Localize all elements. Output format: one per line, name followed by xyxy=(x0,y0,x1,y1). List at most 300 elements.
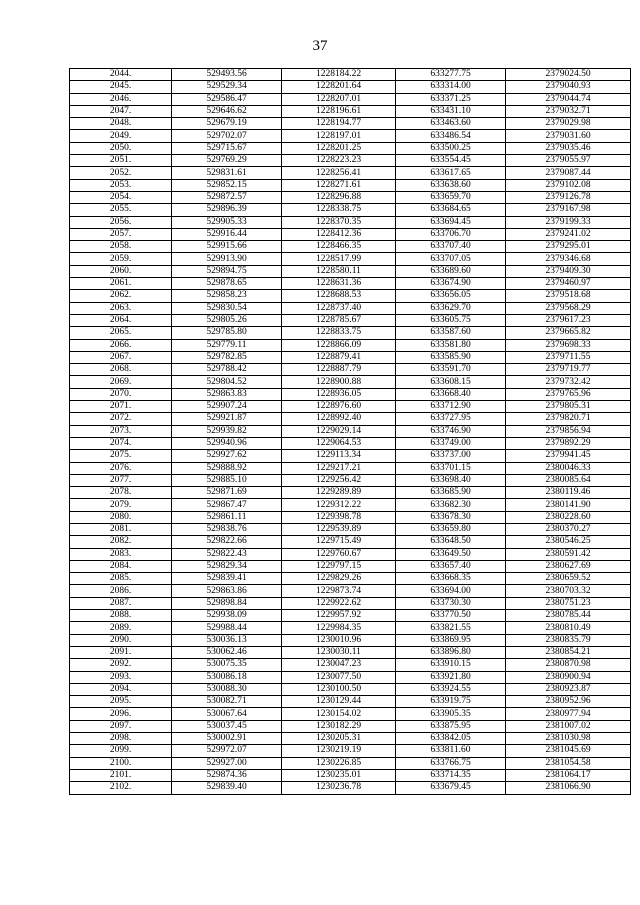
x1-cell: 529804.52 xyxy=(172,376,282,388)
y1-cell: 1229797.15 xyxy=(282,560,396,572)
y2-cell: 2379820.71 xyxy=(506,413,631,425)
y1-cell: 1228900.88 xyxy=(282,376,396,388)
point-number-cell: 2096. xyxy=(70,708,172,720)
y2-cell: 2380085.64 xyxy=(506,474,631,486)
point-number-cell: 2051. xyxy=(70,155,172,167)
y1-cell: 1228412.36 xyxy=(282,228,396,240)
x2-cell: 633730.30 xyxy=(396,597,506,609)
point-number-cell: 2094. xyxy=(70,683,172,695)
table-row xyxy=(70,314,631,326)
x1-cell: 529894.75 xyxy=(172,265,282,277)
y1-cell: 1229029.14 xyxy=(282,425,396,437)
x2-cell: 633656.05 xyxy=(396,290,506,302)
x1-cell: 529822.66 xyxy=(172,536,282,548)
point-number-cell: 2084. xyxy=(70,560,172,572)
x1-cell: 529898.84 xyxy=(172,597,282,609)
table-row xyxy=(70,413,631,425)
y1-cell: 1229539.89 xyxy=(282,523,396,535)
y2-cell: 2379665.82 xyxy=(506,327,631,339)
x2-cell: 633707.40 xyxy=(396,241,506,253)
y1-cell: 1229760.67 xyxy=(282,548,396,560)
table-row xyxy=(70,745,631,757)
table-row xyxy=(70,191,631,203)
x2-cell: 633714.35 xyxy=(396,769,506,781)
table-row xyxy=(70,216,631,228)
x2-cell: 633668.40 xyxy=(396,388,506,400)
x2-cell: 633554.45 xyxy=(396,155,506,167)
y1-cell: 1229829.26 xyxy=(282,573,396,585)
y2-cell: 2381007.02 xyxy=(506,720,631,732)
y2-cell: 2379617.23 xyxy=(506,314,631,326)
x1-cell: 529586.47 xyxy=(172,93,282,105)
table-row xyxy=(70,179,631,191)
x1-cell: 529493.56 xyxy=(172,69,282,81)
x1-cell: 529839.41 xyxy=(172,573,282,585)
point-number-cell: 2061. xyxy=(70,278,172,290)
x1-cell: 529916.44 xyxy=(172,228,282,240)
x2-cell: 633463.60 xyxy=(396,118,506,130)
y2-cell: 2380703.32 xyxy=(506,585,631,597)
table-row xyxy=(70,696,631,708)
x2-cell: 633585.90 xyxy=(396,351,506,363)
y1-cell: 1228631.36 xyxy=(282,278,396,290)
x2-cell: 633684.65 xyxy=(396,204,506,216)
y1-cell: 1229064.53 xyxy=(282,437,396,449)
x2-cell: 633919.75 xyxy=(396,696,506,708)
x2-cell: 633659.70 xyxy=(396,191,506,203)
x1-cell: 529907.24 xyxy=(172,401,282,413)
y2-cell: 2381054.58 xyxy=(506,757,631,769)
x1-cell: 530075.35 xyxy=(172,659,282,671)
x2-cell: 633869.95 xyxy=(396,634,506,646)
table-row xyxy=(70,437,631,449)
point-number-cell: 2101. xyxy=(70,769,172,781)
y2-cell: 2379199.33 xyxy=(506,216,631,228)
y1-cell: 1228580.11 xyxy=(282,265,396,277)
y2-cell: 2379087.44 xyxy=(506,167,631,179)
point-number-cell: 2100. xyxy=(70,757,172,769)
table-row xyxy=(70,769,631,781)
point-number-cell: 2080. xyxy=(70,511,172,523)
y2-cell: 2379040.93 xyxy=(506,81,631,93)
x1-cell: 529988.44 xyxy=(172,622,282,634)
y1-cell: 1229113.34 xyxy=(282,450,396,462)
table-row xyxy=(70,105,631,117)
x2-cell: 633649.50 xyxy=(396,548,506,560)
y2-cell: 2380810.49 xyxy=(506,622,631,634)
x2-cell: 633821.55 xyxy=(396,622,506,634)
y1-cell: 1230129.44 xyxy=(282,696,396,708)
x2-cell: 633682.30 xyxy=(396,499,506,511)
y2-cell: 2381066.90 xyxy=(506,782,631,794)
x1-cell: 530037.45 xyxy=(172,720,282,732)
point-number-cell: 2089. xyxy=(70,622,172,634)
y2-cell: 2379024.50 xyxy=(506,69,631,81)
y2-cell: 2380119.46 xyxy=(506,487,631,499)
x1-cell: 529822.43 xyxy=(172,548,282,560)
point-number-cell: 2099. xyxy=(70,745,172,757)
y1-cell: 1228992.40 xyxy=(282,413,396,425)
table-row xyxy=(70,364,631,376)
x1-cell: 529872.57 xyxy=(172,191,282,203)
y1-cell: 1228976.60 xyxy=(282,401,396,413)
y2-cell: 2379044.74 xyxy=(506,93,631,105)
y1-cell: 1230030.11 xyxy=(282,646,396,658)
y1-cell: 1228201.25 xyxy=(282,142,396,154)
y1-cell: 1228936.05 xyxy=(282,388,396,400)
table-row xyxy=(70,462,631,474)
x2-cell: 633746.90 xyxy=(396,425,506,437)
y1-cell: 1228184.22 xyxy=(282,69,396,81)
y1-cell: 1228196.61 xyxy=(282,105,396,117)
point-number-cell: 2046. xyxy=(70,93,172,105)
table-row xyxy=(70,560,631,572)
point-number-cell: 2058. xyxy=(70,241,172,253)
x1-cell: 529839.40 xyxy=(172,782,282,794)
x1-cell: 529861.11 xyxy=(172,511,282,523)
x1-cell: 530067.64 xyxy=(172,708,282,720)
x1-cell: 529829.34 xyxy=(172,560,282,572)
table-row xyxy=(70,339,631,351)
table-row xyxy=(70,376,631,388)
y2-cell: 2379719.77 xyxy=(506,364,631,376)
x2-cell: 633591.70 xyxy=(396,364,506,376)
table-row xyxy=(70,487,631,499)
table-row xyxy=(70,536,631,548)
point-number-cell: 2085. xyxy=(70,573,172,585)
x1-cell: 529852.15 xyxy=(172,179,282,191)
y2-cell: 2380591.42 xyxy=(506,548,631,560)
x1-cell: 529805.26 xyxy=(172,314,282,326)
x2-cell: 633905.35 xyxy=(396,708,506,720)
table-row xyxy=(70,708,631,720)
x2-cell: 633500.25 xyxy=(396,142,506,154)
y2-cell: 2379698.33 xyxy=(506,339,631,351)
x2-cell: 633694.45 xyxy=(396,216,506,228)
y2-cell: 2380751.23 xyxy=(506,597,631,609)
x1-cell: 529938.09 xyxy=(172,610,282,622)
x1-cell: 529921.87 xyxy=(172,413,282,425)
x1-cell: 530086.18 xyxy=(172,671,282,683)
y1-cell: 1228271.61 xyxy=(282,179,396,191)
y1-cell: 1230077.50 xyxy=(282,671,396,683)
x1-cell: 529863.83 xyxy=(172,388,282,400)
y2-cell: 2379892.29 xyxy=(506,437,631,449)
y1-cell: 1229922.62 xyxy=(282,597,396,609)
y1-cell: 1228866.09 xyxy=(282,339,396,351)
table-row xyxy=(70,204,631,216)
y1-cell: 1228256.41 xyxy=(282,167,396,179)
x1-cell: 529830.54 xyxy=(172,302,282,314)
table-row xyxy=(70,265,631,277)
x2-cell: 633608.15 xyxy=(396,376,506,388)
x1-cell: 529679.19 xyxy=(172,118,282,130)
table-row xyxy=(70,401,631,413)
point-number-cell: 2067. xyxy=(70,351,172,363)
point-number-cell: 2090. xyxy=(70,634,172,646)
table-row xyxy=(70,327,631,339)
y2-cell: 2380923.87 xyxy=(506,683,631,695)
y1-cell: 1230047.23 xyxy=(282,659,396,671)
point-number-cell: 2095. xyxy=(70,696,172,708)
y2-cell: 2380785.44 xyxy=(506,610,631,622)
point-number-cell: 2056. xyxy=(70,216,172,228)
table-row xyxy=(70,425,631,437)
table-row xyxy=(70,610,631,622)
table-row xyxy=(70,241,631,253)
y1-cell: 1229398.78 xyxy=(282,511,396,523)
table-row xyxy=(70,155,631,167)
table-row xyxy=(70,278,631,290)
y1-cell: 1228466.35 xyxy=(282,241,396,253)
x1-cell: 529972.07 xyxy=(172,745,282,757)
table-row xyxy=(70,523,631,535)
page-number: 37 xyxy=(312,38,328,54)
y1-cell: 1229217.21 xyxy=(282,462,396,474)
point-number-cell: 2045. xyxy=(70,81,172,93)
x2-cell: 633689.60 xyxy=(396,265,506,277)
point-number-cell: 2098. xyxy=(70,733,172,745)
x1-cell: 529885.10 xyxy=(172,474,282,486)
point-number-cell: 2082. xyxy=(70,536,172,548)
x1-cell: 530082.71 xyxy=(172,696,282,708)
point-number-cell: 2071. xyxy=(70,401,172,413)
table-row xyxy=(70,167,631,179)
x2-cell: 633875.95 xyxy=(396,720,506,732)
table-row xyxy=(70,253,631,265)
point-number-cell: 2050. xyxy=(70,142,172,154)
table-row xyxy=(70,634,631,646)
y1-cell: 1228201.64 xyxy=(282,81,396,93)
point-number-cell: 2077. xyxy=(70,474,172,486)
x1-cell: 529874.36 xyxy=(172,769,282,781)
y2-cell: 2379031.60 xyxy=(506,130,631,142)
y1-cell: 1228833.75 xyxy=(282,327,396,339)
y2-cell: 2379941.45 xyxy=(506,450,631,462)
point-number-cell: 2072. xyxy=(70,413,172,425)
point-number-cell: 2064. xyxy=(70,314,172,326)
x1-cell: 530062.46 xyxy=(172,646,282,658)
point-number-cell: 2062. xyxy=(70,290,172,302)
x1-cell: 529927.00 xyxy=(172,757,282,769)
x2-cell: 633659.80 xyxy=(396,523,506,535)
y2-cell: 2379241.02 xyxy=(506,228,631,240)
y1-cell: 1229984.35 xyxy=(282,622,396,634)
x2-cell: 633486.54 xyxy=(396,130,506,142)
x2-cell: 633648.50 xyxy=(396,536,506,548)
y2-cell: 2380659.52 xyxy=(506,573,631,585)
y2-cell: 2379167.98 xyxy=(506,204,631,216)
y2-cell: 2379568.29 xyxy=(506,302,631,314)
y1-cell: 1229312.22 xyxy=(282,499,396,511)
x1-cell: 529905.33 xyxy=(172,216,282,228)
x2-cell: 633706.70 xyxy=(396,228,506,240)
y2-cell: 2380900.94 xyxy=(506,671,631,683)
x2-cell: 633698.40 xyxy=(396,474,506,486)
point-number-cell: 2066. xyxy=(70,339,172,351)
x1-cell: 529927.62 xyxy=(172,450,282,462)
x2-cell: 633707.05 xyxy=(396,253,506,265)
y1-cell: 1229957.92 xyxy=(282,610,396,622)
x2-cell: 633678.30 xyxy=(396,511,506,523)
x2-cell: 633674.90 xyxy=(396,278,506,290)
x1-cell: 530088.30 xyxy=(172,683,282,695)
point-number-cell: 2102. xyxy=(70,782,172,794)
x1-cell: 529896.39 xyxy=(172,204,282,216)
x2-cell: 633842.05 xyxy=(396,733,506,745)
x1-cell: 529702.07 xyxy=(172,130,282,142)
y1-cell: 1228296.88 xyxy=(282,191,396,203)
x1-cell: 529871.69 xyxy=(172,487,282,499)
point-number-cell: 2070. xyxy=(70,388,172,400)
table-row xyxy=(70,130,631,142)
table-row xyxy=(70,622,631,634)
x1-cell: 529863.86 xyxy=(172,585,282,597)
point-number-cell: 2052. xyxy=(70,167,172,179)
table-row xyxy=(70,474,631,486)
table-row xyxy=(70,585,631,597)
x1-cell: 530002.91 xyxy=(172,733,282,745)
x2-cell: 633581.80 xyxy=(396,339,506,351)
y2-cell: 2379029.98 xyxy=(506,118,631,130)
point-number-cell: 2086. xyxy=(70,585,172,597)
table-row xyxy=(70,548,631,560)
y2-cell: 2379035.46 xyxy=(506,142,631,154)
y1-cell: 1228370.35 xyxy=(282,216,396,228)
y2-cell: 2380854.21 xyxy=(506,646,631,658)
y1-cell: 1228879.41 xyxy=(282,351,396,363)
y2-cell: 2380046.33 xyxy=(506,462,631,474)
x2-cell: 633712.90 xyxy=(396,401,506,413)
y2-cell: 2380228.60 xyxy=(506,511,631,523)
x1-cell: 529646.62 xyxy=(172,105,282,117)
table-row xyxy=(70,118,631,130)
table-row xyxy=(70,450,631,462)
point-number-cell: 2091. xyxy=(70,646,172,658)
y1-cell: 1230236.78 xyxy=(282,782,396,794)
x2-cell: 633371.25 xyxy=(396,93,506,105)
y2-cell: 2380546.25 xyxy=(506,536,631,548)
x2-cell: 633701.15 xyxy=(396,462,506,474)
point-number-cell: 2078. xyxy=(70,487,172,499)
y1-cell: 1228688.53 xyxy=(282,290,396,302)
point-number-cell: 2075. xyxy=(70,450,172,462)
x2-cell: 633668.35 xyxy=(396,573,506,585)
y2-cell: 2379346.68 xyxy=(506,253,631,265)
point-number-cell: 2059. xyxy=(70,253,172,265)
y1-cell: 1230219.19 xyxy=(282,745,396,757)
coordinates-table-body xyxy=(70,69,631,795)
point-number-cell: 2068. xyxy=(70,364,172,376)
y2-cell: 2380977.94 xyxy=(506,708,631,720)
y2-cell: 2379856.94 xyxy=(506,425,631,437)
table-row xyxy=(70,388,631,400)
x1-cell: 529788.42 xyxy=(172,364,282,376)
x2-cell: 633921.80 xyxy=(396,671,506,683)
y2-cell: 2381064.17 xyxy=(506,769,631,781)
table-row xyxy=(70,81,631,93)
point-number-cell: 2087. xyxy=(70,597,172,609)
point-number-cell: 2092. xyxy=(70,659,172,671)
y2-cell: 2380370.27 xyxy=(506,523,631,535)
table-row xyxy=(70,757,631,769)
y2-cell: 2379055.97 xyxy=(506,155,631,167)
x1-cell: 529769.29 xyxy=(172,155,282,167)
x1-cell: 529913.90 xyxy=(172,253,282,265)
y2-cell: 2379126.78 xyxy=(506,191,631,203)
y2-cell: 2379765.96 xyxy=(506,388,631,400)
x1-cell: 529939.82 xyxy=(172,425,282,437)
x1-cell: 529888.92 xyxy=(172,462,282,474)
table-row xyxy=(70,228,631,240)
point-number-cell: 2060. xyxy=(70,265,172,277)
x2-cell: 633629.70 xyxy=(396,302,506,314)
table-row xyxy=(70,499,631,511)
point-number-cell: 2053. xyxy=(70,179,172,191)
y1-cell: 1230235.01 xyxy=(282,769,396,781)
point-number-cell: 2044. xyxy=(70,69,172,81)
y1-cell: 1230205.31 xyxy=(282,733,396,745)
x2-cell: 633737.00 xyxy=(396,450,506,462)
table-row xyxy=(70,659,631,671)
y2-cell: 2380870.98 xyxy=(506,659,631,671)
point-number-cell: 2079. xyxy=(70,499,172,511)
x2-cell: 633657.40 xyxy=(396,560,506,572)
table-row xyxy=(70,671,631,683)
x1-cell: 529915.66 xyxy=(172,241,282,253)
y2-cell: 2379805.31 xyxy=(506,401,631,413)
point-number-cell: 2057. xyxy=(70,228,172,240)
y1-cell: 1229873.74 xyxy=(282,585,396,597)
point-number-cell: 2055. xyxy=(70,204,172,216)
y2-cell: 2381045.69 xyxy=(506,745,631,757)
y1-cell: 1229256.42 xyxy=(282,474,396,486)
x1-cell: 529529.34 xyxy=(172,81,282,93)
y2-cell: 2379460.97 xyxy=(506,278,631,290)
x1-cell: 530036.13 xyxy=(172,634,282,646)
x1-cell: 529782.85 xyxy=(172,351,282,363)
y2-cell: 2380835.79 xyxy=(506,634,631,646)
x2-cell: 633694.00 xyxy=(396,585,506,597)
y1-cell: 1230100.50 xyxy=(282,683,396,695)
table-row xyxy=(70,597,631,609)
x1-cell: 529838.76 xyxy=(172,523,282,535)
point-number-cell: 2074. xyxy=(70,437,172,449)
x2-cell: 633679.45 xyxy=(396,782,506,794)
y1-cell: 1228223.23 xyxy=(282,155,396,167)
table-row xyxy=(70,290,631,302)
y1-cell: 1228785.67 xyxy=(282,314,396,326)
point-number-cell: 2093. xyxy=(70,671,172,683)
y1-cell: 1228197.01 xyxy=(282,130,396,142)
point-number-cell: 2088. xyxy=(70,610,172,622)
x1-cell: 529878.65 xyxy=(172,278,282,290)
y2-cell: 2380952.96 xyxy=(506,696,631,708)
table-row xyxy=(70,683,631,695)
x2-cell: 633770.50 xyxy=(396,610,506,622)
y2-cell: 2379711.55 xyxy=(506,351,631,363)
x2-cell: 633605.75 xyxy=(396,314,506,326)
x2-cell: 633617.65 xyxy=(396,167,506,179)
y2-cell: 2381030.98 xyxy=(506,733,631,745)
x1-cell: 529940.96 xyxy=(172,437,282,449)
x2-cell: 633924.55 xyxy=(396,683,506,695)
y1-cell: 1228194.77 xyxy=(282,118,396,130)
y2-cell: 2379102.08 xyxy=(506,179,631,191)
point-number-cell: 2065. xyxy=(70,327,172,339)
y1-cell: 1230182.29 xyxy=(282,720,396,732)
y2-cell: 2379409.30 xyxy=(506,265,631,277)
